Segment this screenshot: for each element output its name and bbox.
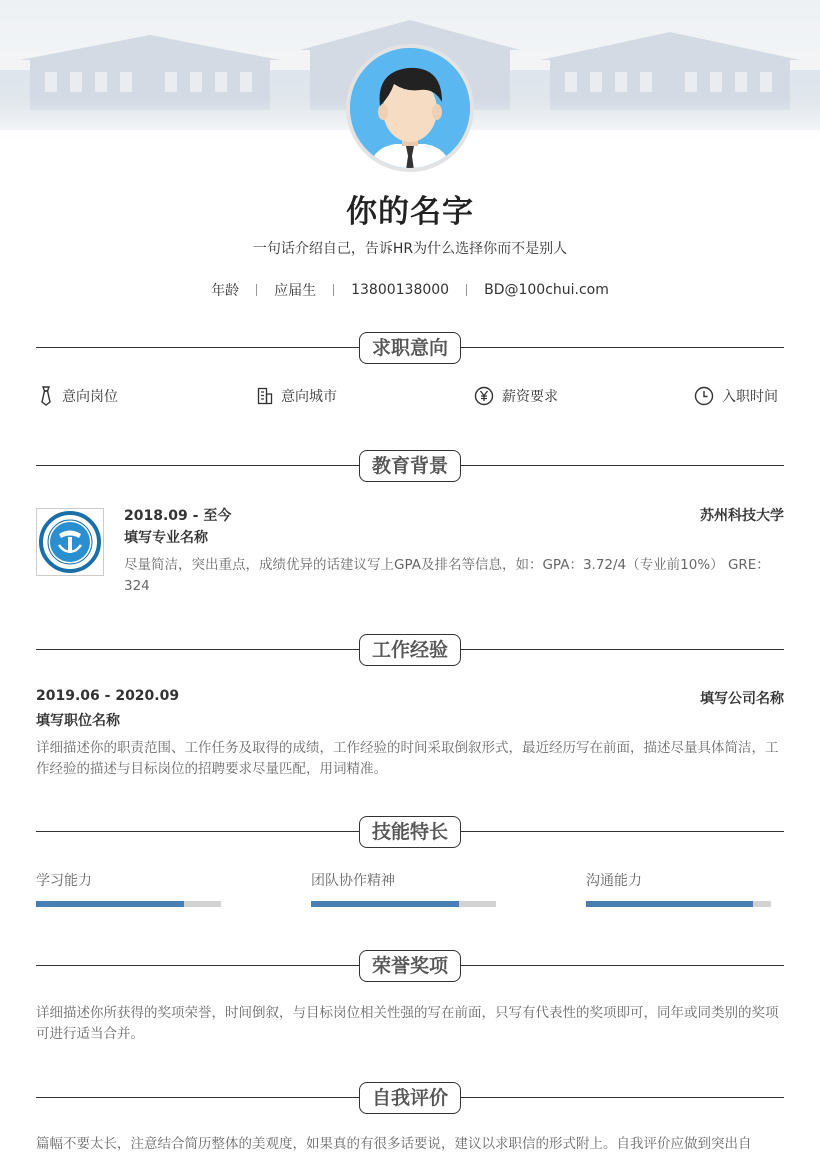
clock-icon <box>694 386 714 406</box>
skill-bar-fill <box>36 901 184 907</box>
section-title: 工作经验 <box>359 634 461 666</box>
section-title: 自我评价 <box>359 1082 461 1114</box>
section-header-education <box>36 450 784 484</box>
contact-row <box>0 280 820 300</box>
school-name: 苏州科技大学 <box>700 508 784 524</box>
intent-salary <box>474 386 558 406</box>
intent-label: 入职时间 <box>722 389 778 405</box>
self-evaluation-description: 篇幅不要太长，注意结合简历整体的美观度，如果真的有很多话要说，建议以求职信的形式附上。自我评价应做到突出自 <box>36 1136 752 1152</box>
contact-phone: 13800138000 <box>351 282 450 298</box>
intent-label: 意向城市 <box>281 389 337 405</box>
intent-city <box>257 386 337 406</box>
work-description: 详细描述你的职责范围、工作任务及取得的成绩，工作经验的时间采取倒叙形式，最近经历写在前面，描述尽量具体简洁，工作经验的描述与目标岗位的招聘要求尽量匹配，用词精准。 <box>36 740 779 777</box>
intent-position <box>38 386 118 406</box>
work-period: 2019.06 - 2020.09 <box>36 688 180 704</box>
tagline: 一句话介绍自己，告诉HR为什么选择你而不是别人 <box>252 241 568 257</box>
skill-bar <box>586 901 771 907</box>
section-title: 荣誉奖项 <box>359 950 461 982</box>
candidate-name: 你的名字 <box>346 194 474 230</box>
avatar-illustration <box>350 48 470 168</box>
school-logo <box>36 508 104 576</box>
skill-item <box>311 870 496 890</box>
education-period: 2018.09 - 至今 <box>124 508 232 524</box>
skill-item <box>586 870 771 890</box>
divider <box>256 284 257 296</box>
skill-name: 沟通能力 <box>586 873 642 889</box>
major-name: 填写专业名称 <box>124 530 208 546</box>
skill-name: 团队协作精神 <box>311 873 395 889</box>
intent-label: 意向岗位 <box>62 389 118 405</box>
honors-description: 详细描述你所获得的奖项荣誉，时间倒叙，与目标岗位相关性强的写在前面，只写有代表性的奖项即可，同年或同类别的奖项可进行适当合并。 <box>36 1005 779 1042</box>
section-title: 教育背景 <box>359 450 461 482</box>
section-header-intent <box>36 332 784 366</box>
building-icon <box>257 387 273 405</box>
divider <box>333 284 334 296</box>
avatar <box>346 44 474 172</box>
section-title: 技能特长 <box>359 816 461 848</box>
intent-start-date <box>694 386 778 406</box>
yen-icon <box>474 386 494 406</box>
intent-label: 薪资要求 <box>502 389 558 405</box>
skill-bar-fill <box>586 901 753 907</box>
job-intent-row <box>36 386 784 412</box>
skill-bar-fill <box>311 901 459 907</box>
divider <box>466 284 467 296</box>
contact-status: 应届生 <box>274 283 317 299</box>
skill-bar <box>36 901 221 907</box>
skill-bar <box>311 901 496 907</box>
tie-icon <box>38 386 54 406</box>
education-description: 尽量简洁，突出重点，成绩优异的话建议写上GPA及排名等信息，如：GPA：3.72/4（专业前10%） GRE：324 <box>124 557 770 594</box>
company-name: 填写公司名称 <box>700 691 784 707</box>
section-title: 求职意向 <box>359 332 461 364</box>
skill-name: 学习能力 <box>36 873 92 889</box>
contact-age: 年龄 <box>211 283 240 299</box>
section-header-work <box>36 634 784 668</box>
section-header-self-evaluation <box>36 1082 784 1116</box>
school-emblem-icon <box>37 509 103 575</box>
position-name: 填写职位名称 <box>36 713 120 729</box>
skill-item <box>36 870 221 890</box>
section-header-skills <box>36 816 784 850</box>
section-header-honors <box>36 950 784 984</box>
contact-email: BD@100chui.com <box>484 282 609 298</box>
